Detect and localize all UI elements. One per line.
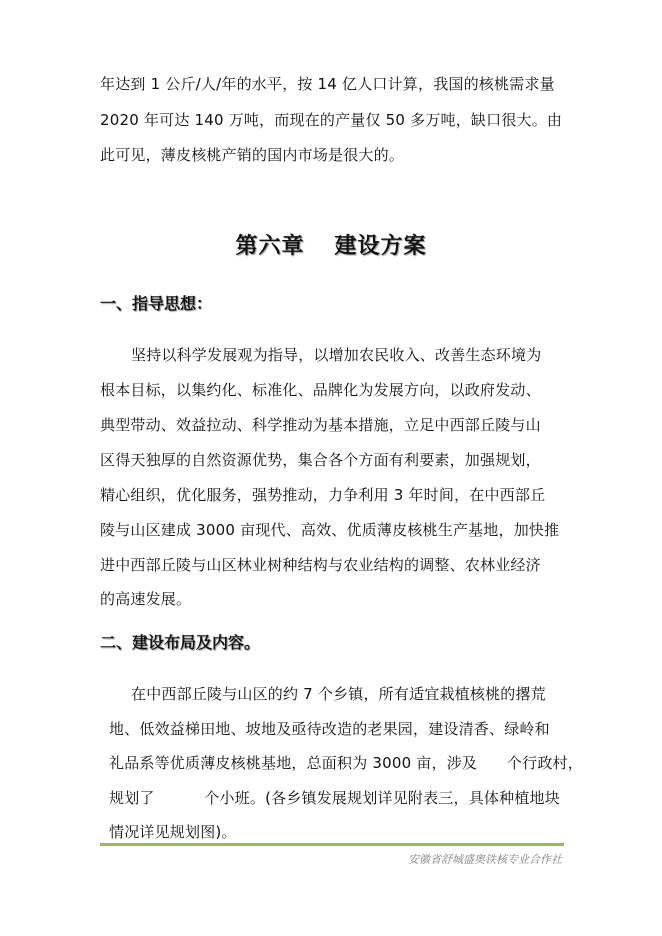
footer-organization: 安徽省舒城盛奥铁核专业合作社 bbox=[408, 853, 562, 866]
section-heading-guiding-ideology: 一、指导思想： bbox=[100, 294, 213, 313]
chapter-name: 建设方案 bbox=[334, 234, 427, 259]
paragraph-line: 坚持以科学发展观为指导，以增加农民收入、改善生态环境为 bbox=[131, 346, 542, 364]
paragraph-line: 根本目标，以集约化、标准化、品牌化为发展方向，以政府发动、 bbox=[100, 381, 541, 399]
paragraph-line: 进中西部丘陵与山区林业树种结构与农业结构的调整、农林业经济 bbox=[100, 556, 541, 574]
paragraph-line: 在中西部丘陵与山区的约 7 个乡镇，所有适宜栽植核桃的撂荒 bbox=[131, 685, 546, 703]
intro-line: 年达到 1 公斤/人/年的水平，按 14 亿人口计算，我国的核桃需求量 bbox=[100, 75, 555, 93]
paragraph-line: 规划了 个小班。(各乡镇发展规划详见附表三，具体种植地块 bbox=[109, 789, 560, 807]
paragraph-line: 情况详见规划图)。 bbox=[109, 823, 237, 841]
paragraph-line: 地、低效益梯田地、坡地及亟待改造的老果园，建设清香、绿岭和 bbox=[109, 720, 550, 738]
paragraph-line: 陵与山区建成 3000 亩现代、高效、优质薄皮核桃生产基地，加快推 bbox=[100, 521, 560, 539]
paragraph-line: 典型带动、效益拉动、科学推动为基本措施，立足中西部丘陵与山 bbox=[100, 416, 541, 434]
section-heading-layout-content: 二、建设布局及内容。 bbox=[100, 633, 261, 652]
chapter-title bbox=[0, 232, 662, 262]
footer-divider bbox=[100, 843, 564, 846]
chapter-number: 第六章 bbox=[235, 234, 305, 259]
paragraph-line: 精心组织，优化服务，强势推动，力争利用 3 年时间，在中西部丘 bbox=[100, 486, 546, 504]
paragraph-line: 礼品系等优质薄皮核桃基地，总面积为 3000 亩，涉及 个行政村， bbox=[109, 754, 583, 772]
intro-line: 2020 年可达 140 万吨，而现在的产量仅 50 多万吨，缺口很大。由 bbox=[100, 111, 563, 129]
paragraph-line: 区得天独厚的自然资源优势，集合各个方面有利要素，加强规划， bbox=[100, 451, 541, 469]
intro-line: 此可见，薄皮核桃产销的国内市场是很大的。 bbox=[100, 146, 405, 164]
paragraph-line: 的高速发展。 bbox=[100, 590, 192, 608]
